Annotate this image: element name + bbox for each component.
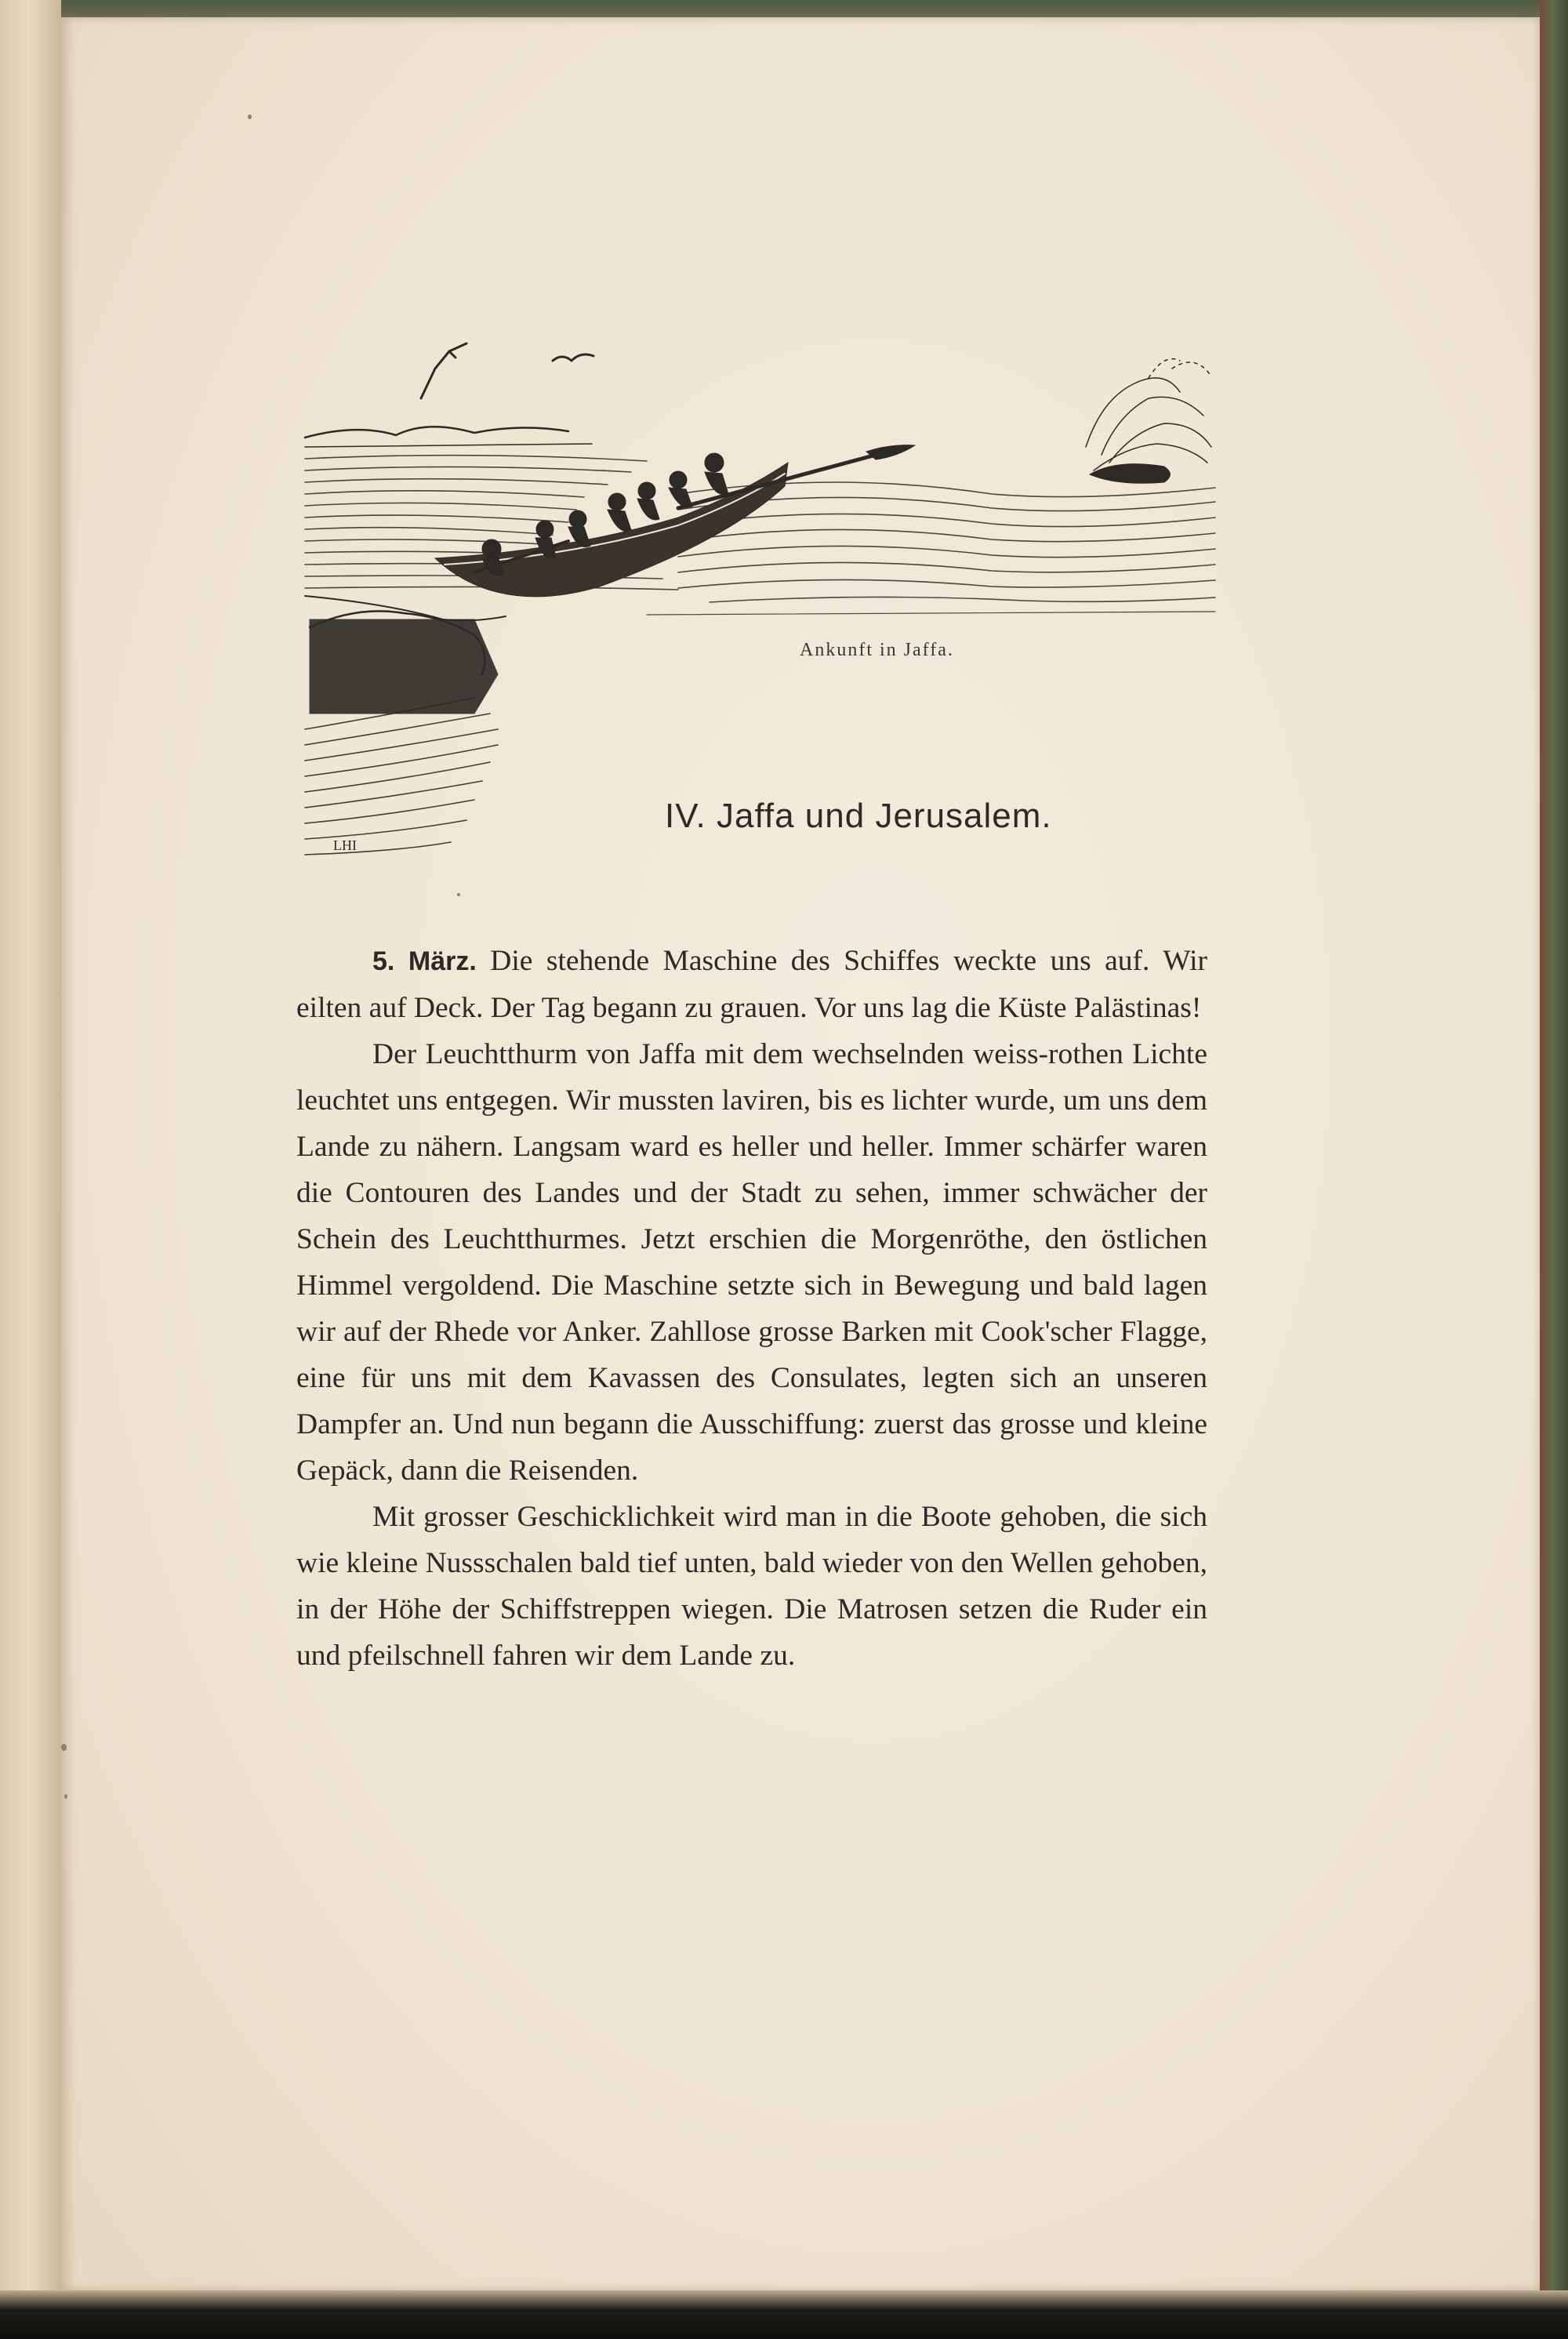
paragraph: [296, 1031, 1207, 1494]
illustration-caption: Ankunft in Jaffa.: [800, 640, 954, 660]
scan-bottom-edge: [0, 2290, 1568, 2339]
illustrator-signature: LHI: [333, 837, 357, 853]
date-label: 5. März.: [372, 946, 477, 976]
paragraph: [296, 938, 1207, 1031]
paragraph-text: Der Leuchtthurm von Jaffa mit dem wechselnden weiss-rothen Lichte leuchtet uns entgegen. Wir mussten laviren, bis es lichter wurde, um uns dem Lande zu nähern. Langsam ward es heller und heller. Immer schärfer waren die Contouren des Landes und der Stadt zu sehen, immer schwächer der Schein des Leuchtthurmes. Jetzt erschien die Morgenröthe, den östlichen Himmel vergoldend. Die Maschine setzte sich in Bewegung und bald lagen wir auf der Rhede vor Anker. Zahllose grosse Barken mit Cook'scher Flagge, eine für uns mit dem Kavassen des Consulates, legten sich an unseren Dampfer an. Und nun begann die Ausschiffung: zuerst das grosse und kleine Gepäck, dann die Reisenden.: [296, 1038, 1207, 1487]
paper-speck: [64, 1794, 67, 1799]
boat-arrival-engraving: [239, 306, 1219, 878]
paragraph-text: Die stehende Maschine des Schiffes weckte uns auf. Wir eilten auf Deck. Der Tag begann zu grauen. Vor uns lag die Küste Palästinas!: [296, 945, 1207, 1024]
book-spine-gutter: [0, 0, 61, 2339]
paragraph-text: Mit grosser Geschicklichkeit wird man in die Boote gehoben, die sich wie kleine Nussschalen bald tief unten, bald wieder von den Wellen gehoben, in der Höhe der Schiffstreppen wiegen. Die Matrosen setzen die Ruder ein und pfeilschnell fahren wir dem Lande zu.: [296, 1501, 1207, 1672]
chapter-title: IV. Jaffa und Jerusalem.: [665, 797, 1052, 835]
paper-speck: [61, 1744, 67, 1751]
book-cover-top-edge: [0, 0, 1568, 17]
paragraph: [296, 1494, 1207, 1679]
paper-speck: [248, 114, 252, 119]
body-text: [296, 938, 1207, 1679]
paper-speck: [457, 893, 460, 896]
book-cover-right-edge: [1540, 0, 1568, 2339]
